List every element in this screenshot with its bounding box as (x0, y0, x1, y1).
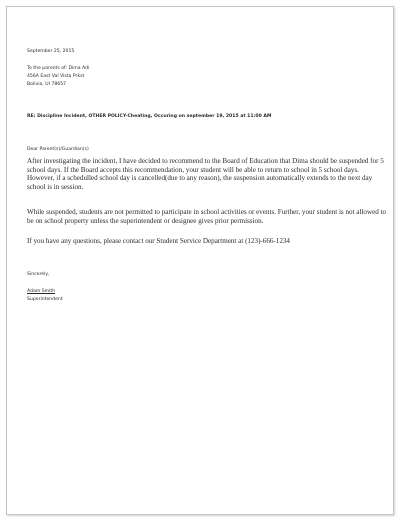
recipient-city-line: Bolivia, UI 78657 (27, 82, 67, 87)
salutation: Dear Parent(s)/Guardian(s) (27, 147, 89, 152)
signer-name: Adam Smith (27, 289, 56, 294)
body-paragraph-1: After investigating the incident, I have decided to recommend to the Board of Education that Dima should be suspended for 5 school days. If the Board accepts this recommendation, your student will be able to return to school in 5 school days. However, if a schedulled school day is cancelled(due to any reason), the suspension automatically extends to the next day school is in session. (27, 157, 384, 191)
body-paragraph-3: If you have any questions, please contact our Student Service Department at (123)-666-1234 (27, 237, 290, 245)
signer-title: Superintendent (27, 297, 63, 302)
recipient-name-line: To the parents of: Dima Adi (27, 66, 90, 71)
letter-date: September 25, 2015 (27, 49, 75, 54)
subject-line: RE: Discipline Incident, OTHER POLICY-Cheating, Occuring on september 19, 2015 at 11:00 AM (27, 114, 272, 119)
body-paragraph-2: While suspended, students are not permitted to participate in school activities or events. Further, your student is not allowed to be on school property unless the superintendent or designee gives prior permission. (27, 208, 387, 225)
closing: Sincerely, (27, 272, 50, 277)
letter-page (6, 6, 394, 515)
recipient-street-line: 456A East Val Vista Prkst (27, 74, 85, 79)
